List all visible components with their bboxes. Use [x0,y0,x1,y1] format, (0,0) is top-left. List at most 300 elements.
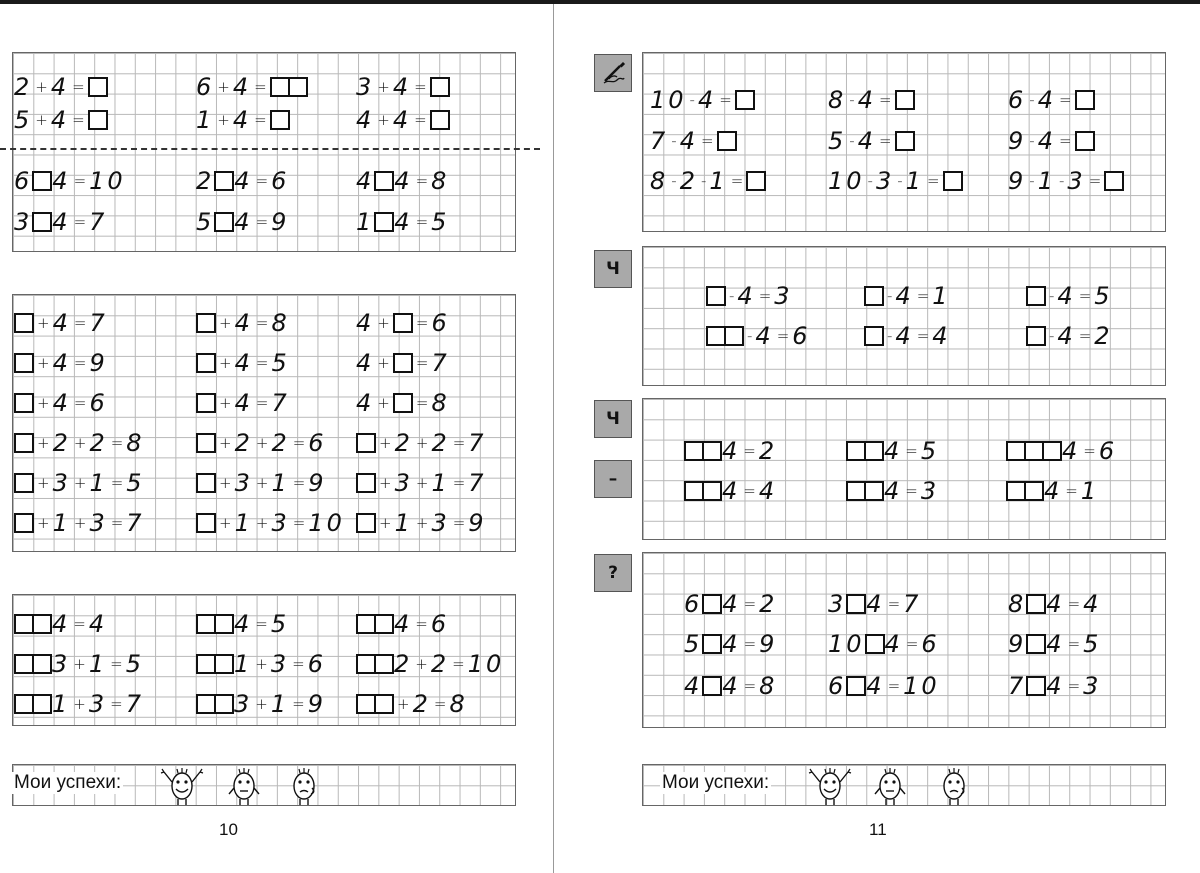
equation-token: 6 [307,650,326,678]
equation-token: 7 [89,309,108,337]
equation-token: 4 [52,309,71,337]
equation-token: 2 [14,73,33,101]
equation [356,611,449,637]
equation-token: 4 [1057,282,1076,310]
answer-box[interactable] [430,77,450,97]
equation-token: = [776,327,790,345]
equation-token: - [1049,287,1055,305]
equation [14,350,108,376]
answer-box[interactable] [288,77,308,97]
equation-token: 6 [684,590,703,618]
answer-box[interactable] [702,676,722,696]
equation-token: 4 [52,610,71,638]
equation-token: 1 [89,469,108,497]
equation-token: 4 [722,590,741,618]
answer-box[interactable] [702,441,722,461]
answer-box[interactable] [1026,594,1046,614]
equation [828,673,940,699]
equation-token: - [849,91,855,109]
equation-token: = [110,695,123,713]
answer-box[interactable] [393,353,413,373]
answer-box[interactable] [196,353,216,373]
answer-box[interactable] [356,473,376,493]
equation-token: 3 [234,469,253,497]
right-grid-3 [642,398,1166,540]
equation [196,74,308,100]
answer-box[interactable] [196,393,216,413]
equation [356,430,487,456]
answer-box[interactable] [88,110,108,130]
equation-token: 7 [468,469,487,497]
equation-token: 6 [792,322,811,350]
equation-token: 3 [875,167,895,195]
equation-token: = [255,314,269,332]
equation-token: 9 [307,690,326,718]
equation [196,107,290,133]
answer-box[interactable] [846,594,866,614]
equation [14,510,145,536]
equation-token: 4 [1046,590,1065,618]
equation-token: 3 [88,690,108,718]
answer-box[interactable] [864,286,884,306]
equation [196,651,326,677]
equation-token: 1 [234,509,253,537]
equation-token: = [905,635,919,653]
answer-box[interactable] [864,441,884,461]
equation-token: 7 [89,208,108,236]
equation-token: + [73,695,86,713]
equation-token: 4 [932,322,951,350]
answer-box[interactable] [1024,441,1044,461]
equation-token: 3 [89,509,108,537]
equation-token: = [73,213,87,231]
equation-token: = [254,111,267,129]
equation-token: 4 [857,86,876,114]
equation [828,87,915,113]
answer-box[interactable] [14,694,34,714]
equation [1008,128,1095,154]
answer-box[interactable] [1075,90,1095,110]
equation [14,209,107,235]
answer-box[interactable] [32,171,52,191]
equation-token: + [219,514,232,532]
answer-box[interactable] [374,171,394,191]
equation-token: 10 [308,509,345,537]
equation [828,631,940,657]
answer-box[interactable] [14,614,34,634]
equation [1008,87,1095,113]
equation-token: 4 [857,127,876,155]
answer-box[interactable] [895,131,915,151]
answer-box[interactable] [214,694,234,714]
equation [1006,478,1099,504]
answer-box[interactable] [14,654,34,674]
answer-box[interactable] [1006,481,1026,501]
equation-token: + [219,434,232,452]
equation-token: 6 [196,73,215,101]
equation-token: 2 [52,429,71,457]
equation-token: + [37,514,50,532]
equation-token: + [37,314,50,332]
equation-token: 4 [88,610,108,638]
answer-box[interactable] [356,694,376,714]
answer-box[interactable] [374,654,394,674]
equation-token: + [219,354,232,372]
equation-token: 8 [759,672,778,700]
page-number-right: 11 [869,820,887,839]
equation-token: - [1029,132,1035,150]
tile-minus: – [594,460,632,498]
answer-box[interactable] [196,313,216,333]
answer-box[interactable] [1042,441,1062,461]
equation-token: + [37,354,50,372]
equation-token: 1 [356,208,375,236]
equation-token: + [217,111,230,129]
equation-token: 10 [650,86,687,114]
equation-token: = [72,78,85,96]
equation-token: - [849,132,855,150]
answer-box[interactable] [393,313,413,333]
equation-token: 4 [52,389,71,417]
answer-box[interactable] [88,77,108,97]
equation-token: 4 [234,167,253,195]
equation-token: = [255,172,269,190]
equation-token: 1 [52,509,71,537]
equation [846,478,939,504]
equation-token: 2 [679,167,698,195]
equation-token: 3 [234,690,253,718]
equation-token: 1 [932,282,951,310]
equation-token: = [414,78,427,96]
equation-token: = [110,514,124,532]
answer-box[interactable] [702,594,722,614]
answer-box[interactable] [1006,441,1026,461]
answer-box[interactable] [702,481,722,501]
answer-box[interactable] [865,634,885,654]
equation-token: 1 [270,690,290,718]
answer-box[interactable] [196,654,216,674]
answer-box[interactable] [864,481,884,501]
equation-token: = [926,172,940,190]
equation-token: 4 [356,309,375,337]
equation-token: = [1078,287,1092,305]
equation-token: = [73,615,86,633]
equation-token: 4 [356,349,375,377]
equation [650,128,737,154]
answer-box[interactable] [356,433,376,453]
answer-box[interactable] [1026,676,1046,696]
thinking-face-icon-right [936,764,972,808]
equation-token: 1 [905,167,924,195]
answer-box[interactable] [14,353,34,373]
answer-box[interactable] [196,433,216,453]
equation-token: 2 [758,437,778,465]
answer-box[interactable] [430,110,450,130]
equation-token: 2 [759,590,778,618]
equation [356,510,487,536]
equation-token: 7 [271,389,290,417]
answer-box[interactable] [196,694,216,714]
tile-ch-1: Ч [594,250,632,288]
equation-token: = [73,394,87,412]
equation-token: + [377,354,390,372]
answer-box[interactable] [356,614,376,634]
equation-token: 7 [468,429,487,457]
equation-token: 6 [431,309,450,337]
answer-box[interactable] [14,313,34,333]
answer-box[interactable] [14,393,34,413]
equation-token: = [415,354,429,372]
answer-box[interactable] [14,513,34,533]
answer-box[interactable] [214,614,234,634]
equation-token: 4 [722,672,741,700]
equation-token: = [878,91,892,109]
equation-token: 4 [234,349,253,377]
answer-box[interactable] [706,286,726,306]
equation-token: = [254,78,267,96]
equation-token: 4 [884,630,903,658]
equation [1026,283,1113,309]
answer-box[interactable] [32,694,52,714]
tile-ch-2: Ч [594,400,632,438]
equation-token: 10 [828,167,865,195]
answer-box[interactable] [270,110,290,130]
equation [1026,323,1113,349]
equation-token: 4 [697,86,717,114]
equation-token: 4 [684,672,703,700]
equation-token: = [905,442,918,460]
equation-token: - [729,287,735,305]
answer-box[interactable] [864,326,884,346]
equation-token: 1 [1080,477,1100,505]
equation-token: 5 [431,208,450,236]
equation-token: 4 [1083,590,1102,618]
equation-token: = [110,655,123,673]
equation [864,323,951,349]
answer-box[interactable] [702,634,722,654]
equation-token: + [73,655,86,673]
divider-dashed [0,148,540,150]
equation-token: 8 [1008,590,1027,618]
equation [356,209,449,235]
equation-token: = [700,132,714,150]
equation-token: 4 [392,106,412,134]
answer-box[interactable] [717,131,737,151]
equation-token: 5 [126,469,145,497]
equation-token: + [73,514,87,532]
equation [1008,168,1124,194]
equation-token: 6 [430,610,450,638]
answer-box[interactable] [846,676,866,696]
answer-box[interactable] [214,212,234,232]
equation-token: = [719,91,732,109]
equation-token: 8 [449,690,468,718]
equation-token: + [379,434,392,452]
equation-token: 4 [394,167,413,195]
equation-token: 4 [722,477,741,505]
answer-box[interactable] [14,473,34,493]
equation-token: 3 [431,509,450,537]
answer-box[interactable] [895,90,915,110]
tile-question: ? [594,554,632,592]
equation [196,350,290,376]
equation-token: = [452,474,466,492]
answer-box[interactable] [214,171,234,191]
equation [650,168,766,194]
neutral-face-icon [226,764,262,808]
equation-token: 3 [1083,672,1102,700]
answer-box[interactable] [1104,171,1124,191]
answer-box[interactable] [32,614,52,634]
answer-box[interactable] [1026,326,1046,346]
equation [196,470,327,496]
equation-token: = [433,695,447,713]
equation [684,673,777,699]
answer-box[interactable] [684,481,704,501]
equation-token: 4 [392,73,412,101]
equation-token: 10 [89,167,126,195]
equation [356,470,487,496]
equation-token: 3 [271,509,290,537]
answer-box[interactable] [32,212,52,232]
equation-token: = [452,655,465,673]
answer-box[interactable] [32,654,52,674]
answer-box[interactable] [735,90,755,110]
equation-token: 4 [394,208,413,236]
equation-token: + [377,78,390,96]
equation [196,209,289,235]
equation-token: 4 [356,106,375,134]
equation-token: 9 [271,208,290,236]
answer-box[interactable] [1026,286,1046,306]
equation-token: 9 [1008,167,1027,195]
equation [196,168,289,194]
equation-token: 1 [88,650,108,678]
equation-token: + [255,655,268,673]
happy-face-icon-right [808,762,852,808]
equation-token: 4 [50,73,70,101]
page-number-left: 10 [219,820,238,839]
equation-token: + [255,474,269,492]
equation-token: 4 [722,630,741,658]
answer-box[interactable] [943,171,963,191]
answer-box[interactable] [706,326,726,346]
equation-token: 3 [774,282,793,310]
answer-box[interactable] [196,513,216,533]
answer-box[interactable] [724,326,744,346]
answer-box[interactable] [356,654,376,674]
answer-box[interactable] [1026,634,1046,654]
answer-box[interactable] [374,694,394,714]
answer-box[interactable] [214,654,234,674]
equation [196,691,326,717]
equation-token: 6 [921,630,940,658]
equation-token: 3 [52,469,71,497]
equation-token: - [887,327,893,345]
equation [196,510,345,536]
answer-box[interactable] [270,77,290,97]
answer-box[interactable] [684,441,704,461]
equation-token: 5 [270,610,290,638]
equation-token: 1 [709,167,728,195]
equation-token: 4 [234,309,253,337]
equation [1008,673,1101,699]
pencil-icon [594,54,632,92]
equation-token: = [415,172,429,190]
equation-token: = [743,595,757,613]
equation-token: 2 [430,650,450,678]
equation-token: 4 [52,208,71,236]
answer-box[interactable] [196,473,216,493]
equation-token: 1 [271,469,290,497]
equation-token: = [73,314,87,332]
equation [196,430,327,456]
equation-token: = [1067,595,1081,613]
equation [846,438,939,464]
equation-token: = [255,354,269,372]
equation-token: + [377,394,390,412]
equation [684,438,777,464]
equation-token: + [397,695,410,713]
equation-token: = [255,213,269,231]
equation-token: 3 [52,650,71,678]
answer-box[interactable] [374,212,394,232]
equation-token: = [887,595,901,613]
answer-box[interactable] [196,614,216,634]
equation-token: 4 [394,610,413,638]
right-success-label: Мои успехи: [662,772,770,793]
equation [356,168,449,194]
equation-token: = [110,434,124,452]
equation-token: = [1078,327,1092,345]
answer-box[interactable] [374,614,394,634]
answer-box[interactable] [746,171,766,191]
answer-box[interactable] [846,441,866,461]
equation-token: 3 [920,477,940,505]
equation-token: = [415,394,429,412]
answer-box[interactable] [14,433,34,453]
equation [14,390,108,416]
equation-token: 2 [394,429,413,457]
answer-box[interactable] [393,393,413,413]
equation-token: 9 [468,509,487,537]
equation-token: = [1058,91,1072,109]
thinking-face-icon [286,764,322,808]
equation-token: = [743,677,757,695]
equation-token: = [730,172,744,190]
equation-token: = [292,695,305,713]
equation-token: = [72,111,85,129]
equation-token: 9 [1008,630,1027,658]
equation-token: = [452,434,466,452]
equation-token: 4 [52,349,71,377]
equation-token: 4 [866,590,885,618]
equation-token: 2 [431,429,450,457]
equation-token: - [1029,91,1035,109]
equation-token: 6 [1098,437,1118,465]
answer-box[interactable] [356,513,376,533]
equation [14,168,126,194]
equation-token: 4 [234,389,253,417]
answer-box[interactable] [1024,481,1044,501]
equation-token: 4 [50,106,70,134]
answer-box[interactable] [846,481,866,501]
equation-token: 9 [1008,127,1027,155]
answer-box[interactable] [1075,131,1095,151]
top-edge [0,0,1200,4]
equation-token: + [415,655,428,673]
equation-token: - [747,327,753,345]
